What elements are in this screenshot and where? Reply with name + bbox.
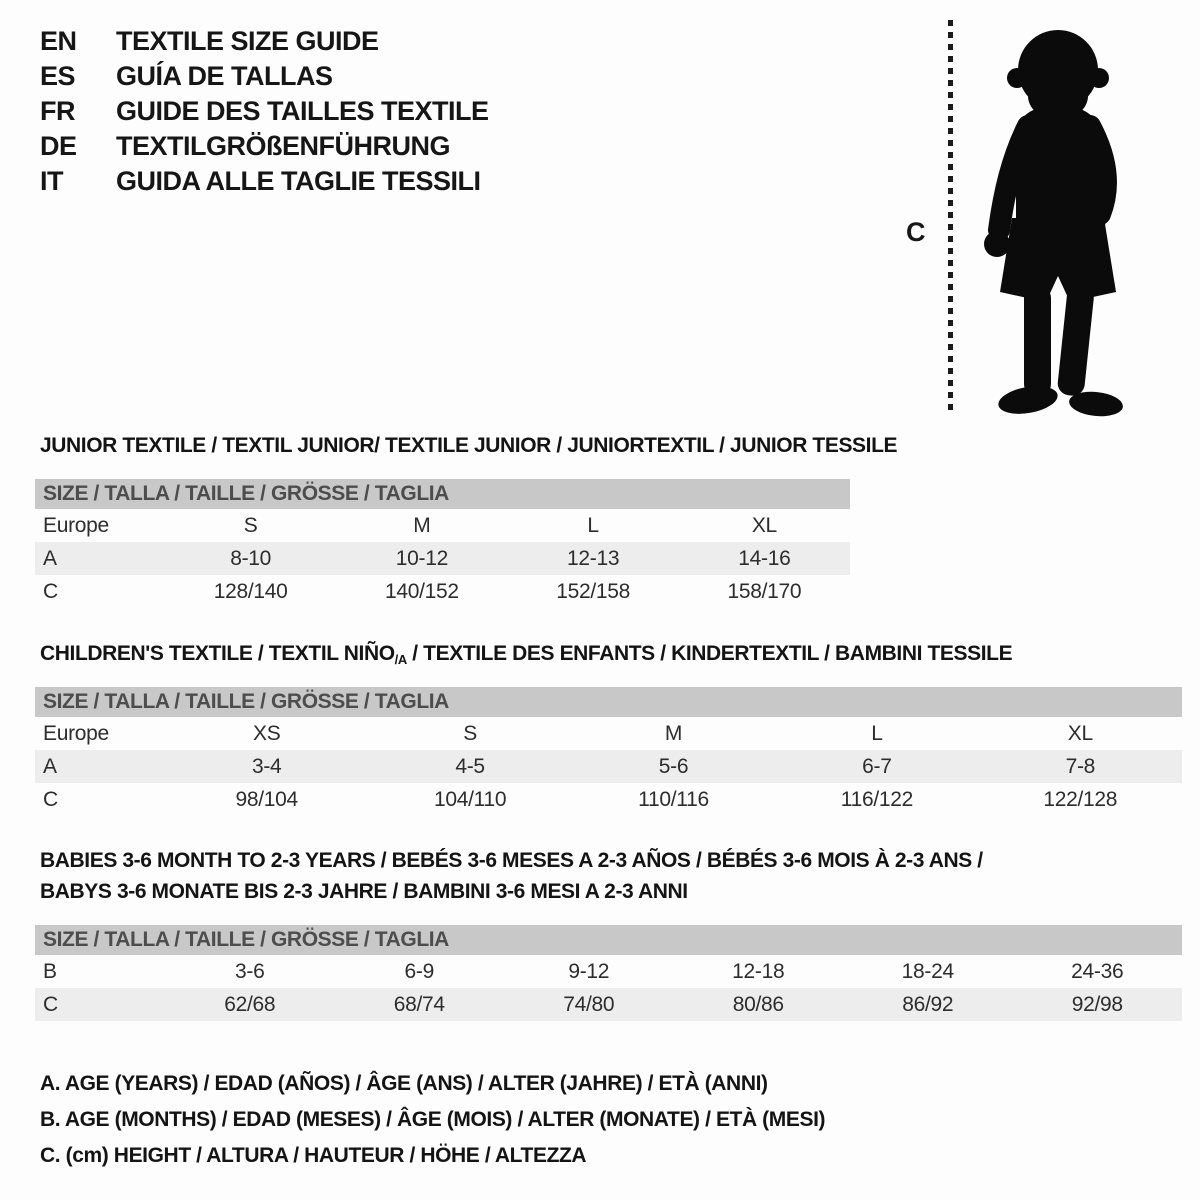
junior-section-heading: JUNIOR TEXTILE / TEXTIL JUNIOR/ TEXTILE JUNIOR / JUNIORTEXTIL / JUNIOR TESSILE (40, 434, 898, 457)
height-cell: 116/122 (840, 787, 914, 811)
age-cell: 12-13 (567, 546, 620, 570)
row-label: C (43, 992, 58, 1016)
language-row-es (40, 59, 489, 94)
height-cell: 92/98 (1071, 992, 1123, 1016)
size-cell: L (871, 721, 883, 745)
language-row-fr (40, 94, 489, 129)
age-cell: 8-10 (230, 546, 272, 570)
junior-size-header-band: SIZE / TALLA / TAILLE / GRÖSSE / TAGLIA (35, 479, 850, 509)
age-cell: 14-16 (738, 546, 791, 570)
height-cell: 104/110 (433, 787, 507, 811)
height-cell: 74/80 (563, 992, 615, 1016)
children-size-header-band: SIZE / TALLA / TAILLE / GRÖSSE / TAGLIA (35, 687, 1182, 717)
size-cell: L (587, 513, 599, 537)
height-measure-label: C (906, 217, 926, 247)
row-label: A (43, 754, 57, 778)
height-cell: 122/128 (1043, 787, 1118, 811)
guide-title-en: TEXTILE SIZE GUIDE (116, 26, 379, 56)
height-measure-figure (900, 15, 1170, 425)
row-label: A (43, 546, 57, 570)
height-cell: 140/152 (384, 579, 459, 603)
height-cell: 128/140 (213, 579, 288, 603)
size-cell: M (413, 513, 431, 537)
language-code: DE (40, 131, 77, 161)
height-cell: 158/170 (727, 579, 802, 603)
age-cell: 3-4 (251, 754, 282, 778)
children-size-table (35, 687, 1182, 816)
height-cell: 152/158 (556, 579, 631, 603)
babies-size-header-band: SIZE / TALLA / TAILLE / GRÖSSE / TAGLIA (35, 925, 1182, 955)
table-row-europe (35, 509, 850, 542)
babies-heading-line2: BABYS 3-6 MONATE BIS 2-3 JAHRE / BAMBINI 3-6 MESI A 2-3 ANNI (40, 880, 688, 903)
height-cell: 68/74 (393, 992, 445, 1016)
size-cell: XL (1067, 721, 1093, 745)
height-cell: 86/92 (902, 992, 954, 1016)
age-cell: 6-7 (862, 754, 892, 778)
children-heading-text: CHILDREN'S TEXTILE / TEXTIL NIÑO (40, 642, 395, 665)
language-row-en (40, 24, 489, 59)
children-heading-subscript: /A (394, 652, 407, 667)
age-cell: 6-9 (404, 959, 434, 983)
legend-block (40, 1066, 825, 1174)
babies-heading-line1: BABIES 3-6 MONTH TO 2-3 YEARS / BEBÉS 3-6 MESES A 2-3 AÑOS / BÉBÉS 3-6 MOIS À 2-3 ANS / (40, 849, 983, 872)
table-row-age-months (35, 955, 1182, 988)
size-cell: S (243, 513, 258, 537)
table-row-age-years (35, 750, 1182, 783)
height-dashed-line (948, 20, 953, 416)
guide-title-it: GUIDA ALLE TAGLIE TESSILI (116, 166, 481, 196)
babies-size-table (35, 925, 1182, 1021)
row-label: C (43, 579, 58, 603)
age-cell: 3-6 (235, 959, 265, 983)
age-cell: 9-12 (568, 959, 610, 983)
age-cell: 5-6 (658, 754, 689, 778)
language-code: EN (40, 26, 77, 56)
row-label: Europe (43, 513, 109, 537)
age-cell: 24-36 (1071, 959, 1124, 983)
language-title-block (40, 24, 489, 199)
age-cell: 4-5 (455, 754, 485, 778)
table-row-height-cm (35, 783, 1182, 816)
age-cell: 10-12 (395, 546, 448, 570)
age-cell: 18-24 (901, 959, 954, 983)
table-row-height-cm (35, 988, 1182, 1021)
legend-height-cm: C. (cm) HEIGHT / ALTURA / HAUTEUR / HÖHE / ALTEZZA (40, 1144, 587, 1167)
guide-title-de: TEXTILGRÖßENFÜHRUNG (116, 131, 450, 161)
junior-size-table (35, 479, 850, 608)
row-label: B (43, 959, 57, 983)
legend-age-years: A. AGE (YEARS) / EDAD (AÑOS) / ÂGE (ANS) / ALTER (JAHRE) / ETÀ (ANNI) (40, 1072, 768, 1095)
toddler-silhouette-icon (966, 18, 1146, 418)
language-code: ES (40, 61, 76, 91)
table-row-age-years (35, 542, 850, 575)
guide-title-fr: GUIDE DES TAILLES TEXTILE (116, 96, 489, 126)
babies-section-heading (40, 845, 983, 907)
height-cell: 80/86 (732, 992, 784, 1016)
row-label: Europe (43, 721, 109, 745)
language-code: FR (40, 96, 75, 126)
children-section-heading (40, 642, 1012, 667)
height-cell: 62/68 (224, 992, 276, 1016)
language-row-de (40, 129, 489, 164)
language-code: IT (40, 166, 63, 196)
guide-title-es: GUÍA DE TALLAS (116, 61, 333, 91)
table-row-europe (35, 717, 1182, 750)
size-cell: S (463, 721, 477, 745)
height-cell: 110/116 (638, 787, 709, 811)
size-cell: XS (252, 721, 281, 745)
row-label: C (43, 787, 58, 811)
legend-age-months: B. AGE (MONTHS) / EDAD (MESES) / ÂGE (MOIS) / ALTER (MONATE) / ETÀ (MESI) (40, 1108, 826, 1131)
age-cell: 7-8 (1065, 754, 1096, 778)
size-cell: M (664, 721, 683, 745)
age-cell: 12-18 (732, 959, 785, 983)
table-row-height-cm (35, 575, 850, 608)
size-cell: XL (751, 513, 777, 537)
children-heading-text: / TEXTILE DES ENFANTS / KINDERTEXTIL / BAMBINI TESSILE (406, 642, 1013, 665)
height-cell: 98/104 (235, 787, 298, 811)
language-row-it (40, 164, 489, 199)
